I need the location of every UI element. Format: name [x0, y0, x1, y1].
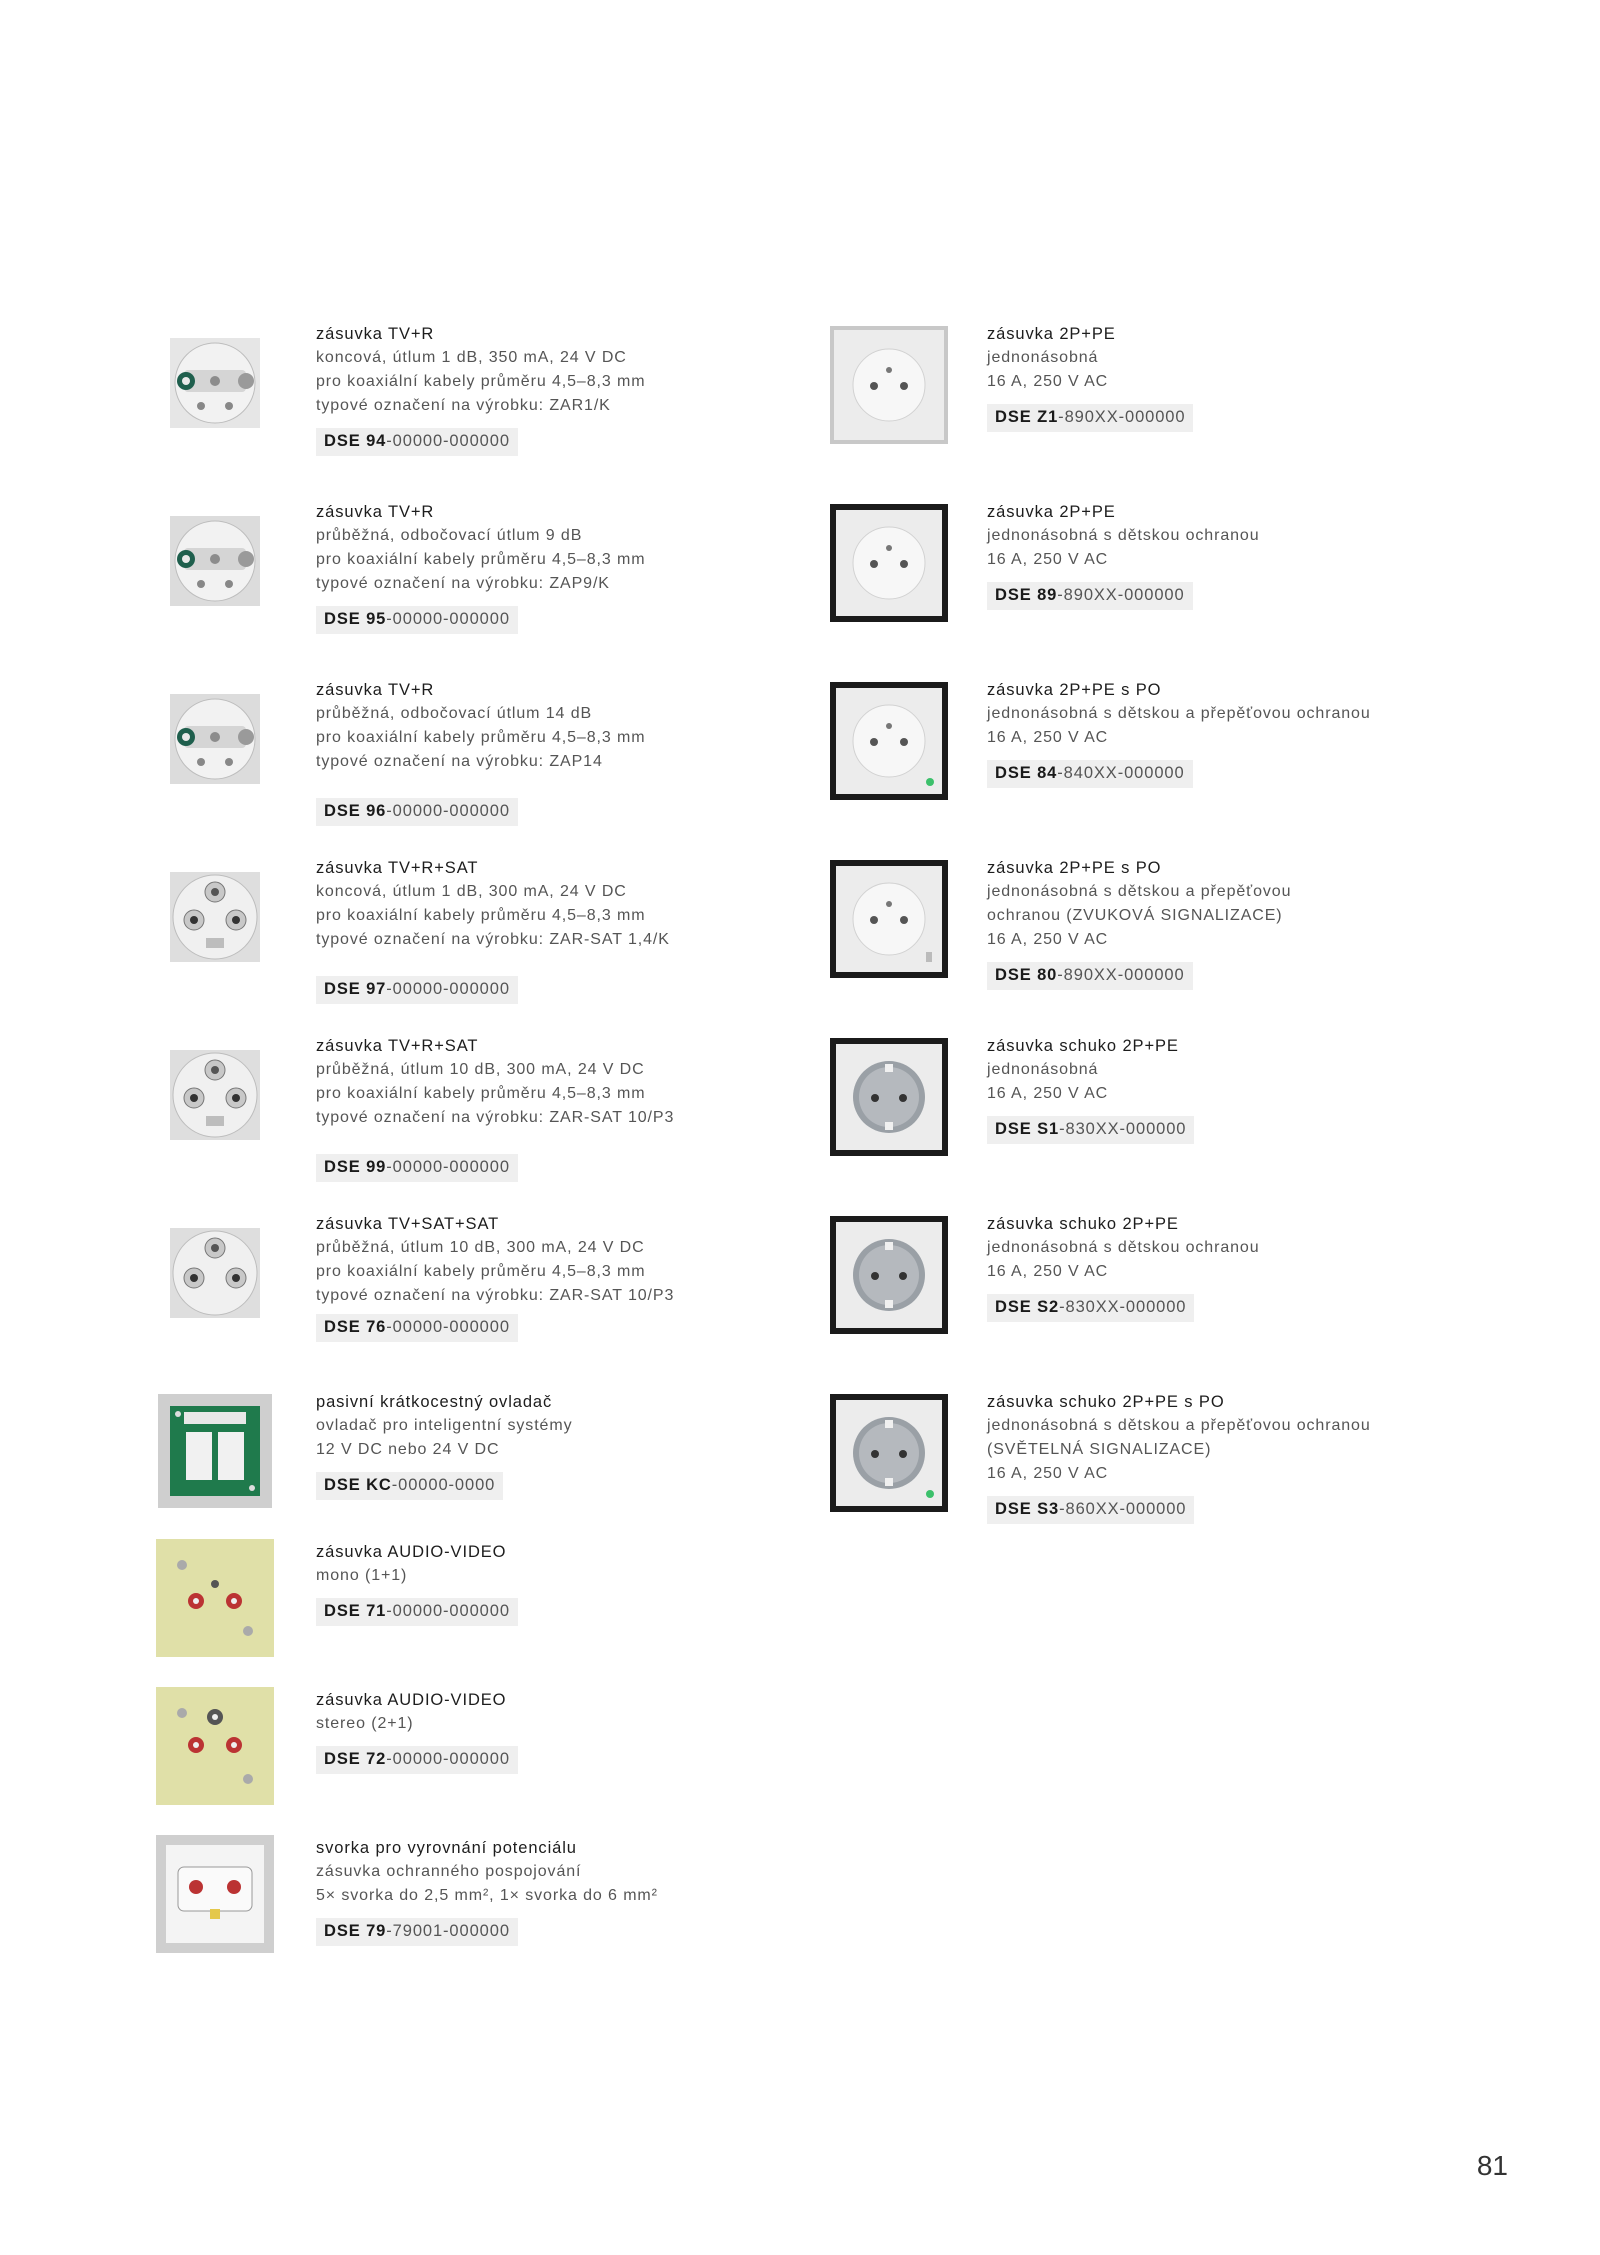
product-code-prefix: DSE 71: [324, 1602, 387, 1620]
product-code: [987, 1496, 1194, 1524]
product-spec: jednonásobná s dětskou a přepěťovou ochranou: [987, 1417, 1371, 1434]
product-code: [316, 1918, 518, 1946]
product-info: [987, 1034, 1457, 1144]
product-spec: jednonásobná s dětskou a přepěťovou ochranou: [987, 705, 1371, 722]
product-spec: pro koaxiální kabely průměru 4,5–8,3 mm: [316, 729, 646, 746]
product-code-suffix: -00000-000000: [386, 980, 510, 998]
product-spec: 16 A, 250 V AC: [987, 551, 1109, 568]
product-code-prefix: DSE 94: [324, 432, 387, 450]
product-spec: zásuvka ochranného pospojování: [316, 1863, 582, 1880]
product-code-prefix: DSE S1: [995, 1120, 1060, 1138]
product-title: zásuvka TV+R+SAT: [316, 859, 479, 877]
product-spec: pro koaxiální kabely průměru 4,5–8,3 mm: [316, 1085, 646, 1102]
product-code-suffix: -00000-000000: [386, 1750, 510, 1768]
product-code-prefix: DSE 89: [995, 586, 1058, 604]
product-title: zásuvka TV+R: [316, 503, 435, 521]
product-spec: 16 A, 250 V AC: [987, 373, 1109, 390]
tv-r-socket-icon: [156, 502, 274, 620]
product-code-prefix: DSE 95: [324, 610, 387, 628]
product-title: pasivní krátkocestný ovladač: [316, 1393, 553, 1411]
product-code: [316, 976, 518, 1004]
tv-r-sat-socket-icon: [156, 1036, 274, 1154]
product-code-prefix: DSE 84: [995, 764, 1058, 782]
product-code: [987, 1294, 1194, 1322]
product-spec: typové označení na výrobku: ZAR-SAT 10/P3: [316, 1287, 675, 1304]
product-spec: stereo (2+1): [316, 1715, 414, 1732]
product-spec: průběžná, odbočovací útlum 14 dB: [316, 705, 593, 722]
product-code: [316, 1472, 503, 1500]
product-title: zásuvka schuko 2P+PE: [987, 1215, 1179, 1233]
product-title: zásuvka TV+R: [316, 681, 435, 699]
product-spec: pro koaxiální kabely průměru 4,5–8,3 mm: [316, 1263, 646, 1280]
product-code: [316, 1154, 518, 1182]
product-code-suffix: -00000-000000: [386, 1602, 510, 1620]
product-code-prefix: DSE 76: [324, 1318, 387, 1336]
product-code-prefix: DSE 99: [324, 1158, 387, 1176]
product-spec: typové označení na výrobku: ZAP9/K: [316, 575, 610, 592]
product-title: zásuvka 2P+PE: [987, 325, 1116, 343]
product-code-prefix: DSE 96: [324, 802, 387, 820]
product-info: [987, 322, 1457, 432]
product-spec: 16 A, 250 V AC: [987, 1263, 1109, 1280]
audio-video-stereo-icon: [156, 1687, 274, 1805]
tv-r-sat-socket-icon: [156, 858, 274, 976]
product-title: zásuvka 2P+PE: [987, 503, 1116, 521]
product-code-suffix: -00000-000000: [386, 432, 510, 450]
product-code-suffix: -00000-0000: [391, 1476, 496, 1494]
product-code-prefix: DSE 80: [995, 966, 1058, 984]
product-info: [316, 1540, 736, 1626]
product-title: zásuvka schuko 2P+PE s PO: [987, 1393, 1225, 1411]
product-code: [316, 1314, 518, 1342]
product-spec: pro koaxiální kabely průměru 4,5–8,3 mm: [316, 551, 646, 568]
product-code-suffix: -890XX-000000: [1057, 966, 1185, 984]
product-spec: typové označení na výrobku: ZAR-SAT 1,4/K: [316, 931, 670, 948]
product-code-suffix: -79001-000000: [386, 1922, 510, 1940]
product-info: [316, 1836, 736, 1946]
product-code-suffix: -830XX-000000: [1059, 1120, 1187, 1138]
product-info: [316, 322, 736, 456]
product-spec: ochranou (ZVUKOVÁ SIGNALIZACE): [987, 907, 1283, 924]
product-code-suffix: -00000-000000: [386, 802, 510, 820]
product-code: [316, 428, 518, 456]
product-info: [987, 678, 1457, 788]
circuit-board-icon: [156, 1392, 274, 1510]
product-code-suffix: -00000-000000: [386, 1158, 510, 1176]
product-title: zásuvka schuko 2P+PE: [987, 1037, 1179, 1055]
product-code: [316, 798, 518, 826]
product-spec: typové označení na výrobku: ZAP14: [316, 753, 603, 770]
product-code-prefix: DSE 79: [324, 1922, 387, 1940]
schuko-socket-icon: [830, 1216, 948, 1334]
socket-2p-pe-icon: [830, 326, 948, 444]
product-spec: ovladač pro inteligentní systémy: [316, 1417, 573, 1434]
product-spec: pro koaxiální kabely průměru 4,5–8,3 mm: [316, 907, 646, 924]
product-info: [316, 1212, 736, 1342]
product-info: [987, 1390, 1457, 1524]
product-title: zásuvka 2P+PE s PO: [987, 681, 1162, 699]
product-spec: (SVĚTELNÁ SIGNALIZACE): [987, 1441, 1212, 1458]
product-spec: koncová, útlum 1 dB, 350 mA, 24 V DC: [316, 349, 627, 366]
product-spec: jednonásobná: [987, 349, 1099, 366]
product-code-prefix: DSE Z1: [995, 408, 1059, 426]
product-spec: průběžná, odbočovací útlum 9 dB: [316, 527, 583, 544]
product-spec: jednonásobná: [987, 1061, 1099, 1078]
socket-2p-pe-icon: [830, 504, 948, 622]
product-title: zásuvka TV+R: [316, 325, 435, 343]
product-code: [316, 1746, 518, 1774]
tv-sat-sat-socket-icon: [156, 1214, 274, 1332]
product-title: zásuvka 2P+PE s PO: [987, 859, 1162, 877]
terminal-block-icon: [156, 1835, 274, 1953]
page-number: 81: [1476, 2150, 1508, 2181]
product-title: zásuvka TV+R+SAT: [316, 1037, 479, 1055]
schuko-socket-icon: [830, 1038, 948, 1156]
product-code-prefix: DSE KC: [324, 1476, 392, 1494]
product-code: [316, 606, 518, 634]
product-info: [316, 1034, 736, 1182]
product-spec: jednonásobná s dětskou ochranou: [987, 1239, 1260, 1256]
product-spec: 5× svorka do 2,5 mm², 1× svorka do 6 mm²: [316, 1887, 658, 1904]
product-spec: 16 A, 250 V AC: [987, 1465, 1109, 1482]
product-code: [987, 404, 1193, 432]
product-spec: jednonásobná s dětskou a přepěťovou: [987, 883, 1292, 900]
product-code-prefix: DSE S2: [995, 1298, 1060, 1316]
product-code-prefix: DSE S3: [995, 1500, 1060, 1518]
product-title: svorka pro vyrovnání potenciálu: [316, 1839, 577, 1857]
product-code: [316, 1598, 518, 1626]
product-spec: 12 V DC nebo 24 V DC: [316, 1441, 500, 1458]
product-code: [987, 962, 1193, 990]
product-code-suffix: -890XX-000000: [1057, 586, 1185, 604]
product-title: zásuvka AUDIO-VIDEO: [316, 1691, 507, 1709]
product-info: [316, 678, 736, 826]
product-code-suffix: -860XX-000000: [1059, 1500, 1187, 1518]
product-spec: průběžná, útlum 10 dB, 300 mA, 24 V DC: [316, 1239, 645, 1256]
product-code: [987, 1116, 1194, 1144]
product-spec: 16 A, 250 V AC: [987, 729, 1109, 746]
socket-2p-pe-sound-icon: [830, 860, 948, 978]
product-info: [316, 1688, 736, 1774]
product-spec: 16 A, 250 V AC: [987, 931, 1109, 948]
product-info: [987, 856, 1457, 990]
tv-r-socket-icon: [156, 680, 274, 798]
product-code-suffix: -830XX-000000: [1059, 1298, 1187, 1316]
product-spec: typové označení na výrobku: ZAR-SAT 10/P3: [316, 1109, 675, 1126]
schuko-socket-led-icon: [830, 1394, 948, 1512]
product-info: [316, 1390, 736, 1500]
product-code: [987, 760, 1193, 788]
product-info: [987, 1212, 1457, 1322]
product-code-prefix: DSE 72: [324, 1750, 387, 1768]
product-code-suffix: -840XX-000000: [1057, 764, 1185, 782]
product-code-prefix: DSE 97: [324, 980, 387, 998]
socket-2p-pe-led-icon: [830, 682, 948, 800]
product-spec: 16 A, 250 V AC: [987, 1085, 1109, 1102]
product-code: [987, 582, 1193, 610]
product-code-suffix: -00000-000000: [386, 1318, 510, 1336]
product-spec: typové označení na výrobku: ZAR1/K: [316, 397, 611, 414]
product-code-suffix: -00000-000000: [386, 610, 510, 628]
product-spec: mono (1+1): [316, 1567, 408, 1584]
product-spec: koncová, útlum 1 dB, 300 mA, 24 V DC: [316, 883, 627, 900]
product-spec: jednonásobná s dětskou ochranou: [987, 527, 1260, 544]
product-spec: průběžná, útlum 10 dB, 300 mA, 24 V DC: [316, 1061, 645, 1078]
product-info: [316, 500, 736, 634]
product-spec: pro koaxiální kabely průměru 4,5–8,3 mm: [316, 373, 646, 390]
product-code-suffix: -890XX-000000: [1058, 408, 1186, 426]
product-title: zásuvka TV+SAT+SAT: [316, 1215, 500, 1233]
product-info: [987, 500, 1457, 610]
audio-video-mono-icon: [156, 1539, 274, 1657]
product-title: zásuvka AUDIO-VIDEO: [316, 1543, 507, 1561]
product-info: [316, 856, 736, 1004]
tv-r-socket-icon: [156, 324, 274, 442]
